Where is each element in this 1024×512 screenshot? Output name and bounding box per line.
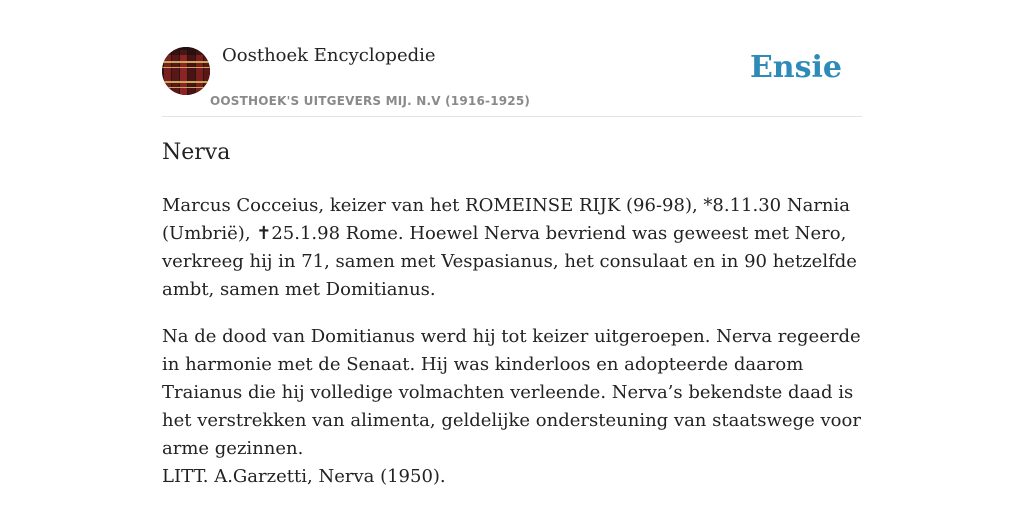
literature-reference: LITT. A.Garzetti, Nerva (1950). — [162, 466, 446, 487]
avatar[interactable] — [162, 47, 210, 95]
page-title: Nerva — [162, 140, 231, 165]
brand-logo[interactable]: Ensie — [749, 50, 842, 85]
publisher-subtitle: OOSTHOEK'S UITGEVERS MIJ. N.V (1916-1925) — [210, 94, 531, 108]
article-paragraph: Marcus Cocceius, keizer van het ROMEINSE RIJK (96-98), *8.11.30 Narnia (Umbrië), ✝25.1.98 Rome. Hoewel Nerva bevriend was geweest met Nero, verkreeg hij in 71, samen met Vespasianus, het consulaat en in 90 hetzelfde ambt, samen met Domitianus. — [162, 195, 857, 300]
site-title[interactable]: Oosthoek Encyclopedie — [222, 45, 436, 66]
article-paragraph: Na de dood van Domitianus werd hij tot keizer uitgeroepen. Nerva regeerde in harmonie met de Senaat. Hij was kinderloos en adopteerde daarom Traianus die hij volledige volmachten verleende. Nerva’s bekendste daad is het verstrekken van alimenta, geldelijke ondersteuning van staatswege voor arme gezinnen. — [162, 326, 861, 459]
book-spines-icon — [162, 47, 210, 95]
header — [162, 0, 862, 117]
